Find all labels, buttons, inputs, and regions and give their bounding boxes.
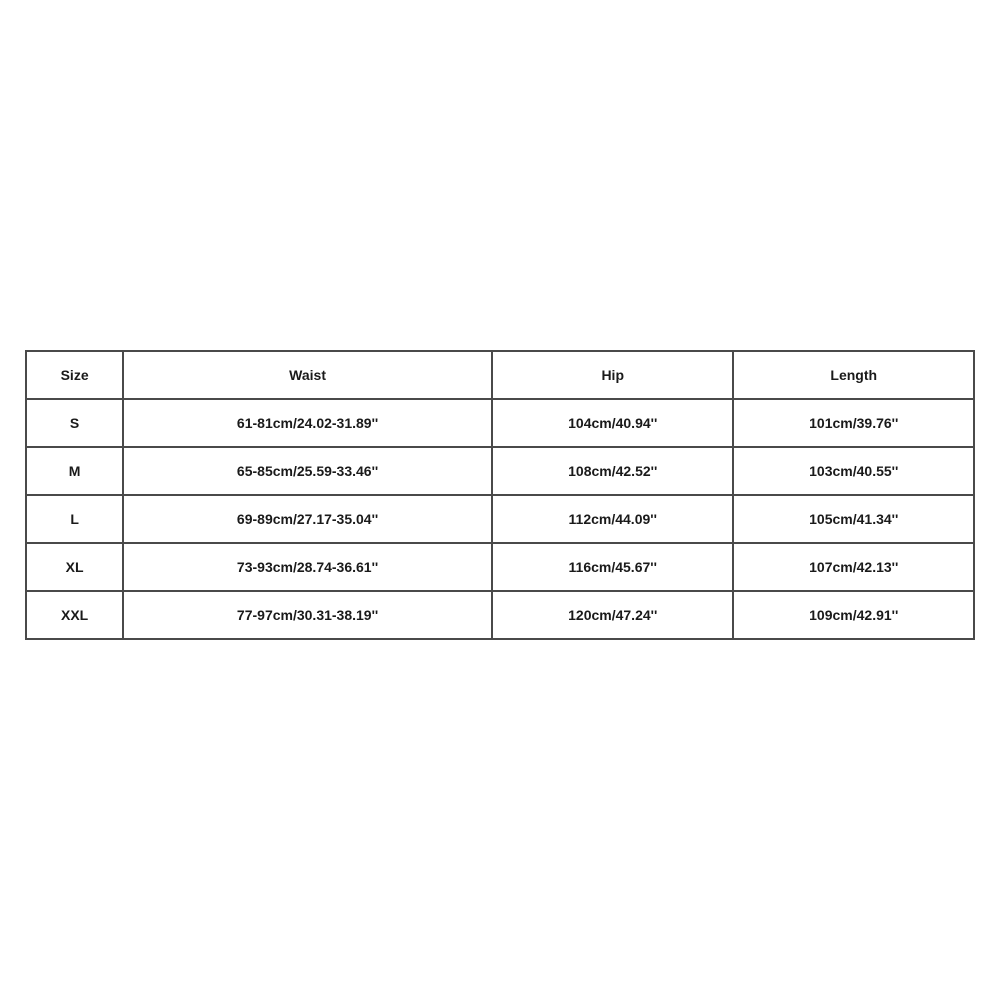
table-row — [26, 447, 974, 495]
table-row — [26, 495, 974, 543]
cell-waist: 73-93cm/28.74-36.61'' — [123, 543, 492, 591]
cell-waist: 65-85cm/25.59-33.46'' — [123, 447, 492, 495]
table-row — [26, 399, 974, 447]
cell-length: 107cm/42.13'' — [733, 543, 974, 591]
table-row — [26, 543, 974, 591]
cell-hip: 108cm/42.52'' — [492, 447, 734, 495]
cell-length: 101cm/39.76'' — [733, 399, 974, 447]
table-row — [26, 591, 974, 639]
cell-length: 105cm/41.34'' — [733, 495, 974, 543]
size-chart-table — [25, 350, 975, 640]
cell-size: M — [26, 447, 123, 495]
header-length: Length — [733, 351, 974, 399]
cell-hip: 112cm/44.09'' — [492, 495, 734, 543]
cell-waist: 69-89cm/27.17-35.04'' — [123, 495, 492, 543]
cell-size: L — [26, 495, 123, 543]
cell-length: 103cm/40.55'' — [733, 447, 974, 495]
cell-hip: 120cm/47.24'' — [492, 591, 734, 639]
table-header-row — [26, 351, 974, 399]
header-size: Size — [26, 351, 123, 399]
cell-hip: 104cm/40.94'' — [492, 399, 734, 447]
cell-waist: 77-97cm/30.31-38.19'' — [123, 591, 492, 639]
cell-size: XXL — [26, 591, 123, 639]
header-hip: Hip — [492, 351, 734, 399]
cell-length: 109cm/42.91'' — [733, 591, 974, 639]
cell-hip: 116cm/45.67'' — [492, 543, 734, 591]
cell-size: S — [26, 399, 123, 447]
cell-waist: 61-81cm/24.02-31.89'' — [123, 399, 492, 447]
header-waist: Waist — [123, 351, 492, 399]
cell-size: XL — [26, 543, 123, 591]
